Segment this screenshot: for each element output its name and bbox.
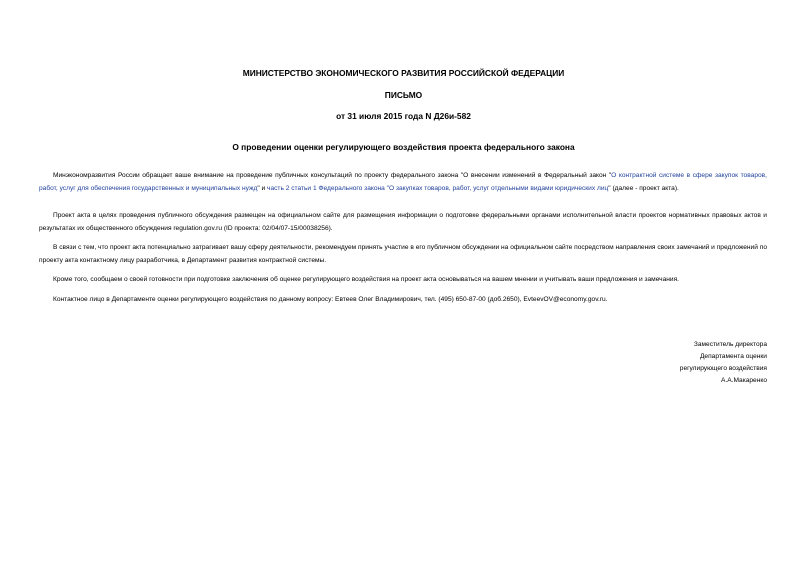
- paragraph-1-text-b: " и: [257, 184, 268, 192]
- paragraph-1: [39, 170, 767, 195]
- paragraph-5: Контактное лицо в Департаменте оценки регулирующего воздействия по данному вопросу: Евтеев Олег Владимирович, тел. (495) 650-87-00 (доб.2650), EvteevOV@economy.gov.ru.: [53, 296, 608, 303]
- law-link-procurement[interactable]: часть 2 статьи 1 Федерального закона "О закупках товаров, работ, услуг отдельными видами юридических лиц: [267, 184, 609, 192]
- paragraph-4: Кроме того, сообщаем о своей готовности при подготовке заключения об оценке регулирующего воздействия на проект акта основываться на вашем мнении и учитывать ваши предложения и замечания.: [53, 276, 679, 283]
- signature-position-line-2: Департамента оценки: [699, 353, 767, 360]
- signature-position-line-3: регулирующего воздействия: [679, 365, 767, 372]
- law-link-contract-system[interactable]: О контрактной системе в сфере закупок товаров, работ, услуг для обеспечения государственных и муниципальных нужд: [39, 172, 767, 192]
- document-date-number: от 31 июля 2015 года N Д26и-582: [336, 111, 471, 121]
- signature-block: [547, 339, 767, 387]
- paragraph-2: Проект акта в целях проведения публичного обсуждения размещен на официальном сайте для размещения информации о подготовке федеральными органами исполнительной власти проектов нормативных правовых актов и результатах их общественного обсуждения regulation.gov.ru (ID проекта: 02/04/07-15/00038256).: [39, 212, 767, 232]
- signature-position-line-1: Заместитель директора: [693, 341, 767, 348]
- paragraph-1-text-c: " (далее - проект акта).: [608, 184, 679, 192]
- document-type: ПИСЬМО: [384, 90, 423, 100]
- document-subject: О проведении оценки регулирующего воздействия проекта федерального закона: [232, 142, 575, 152]
- ministry-title: МИНИСТЕРСТВО ЭКОНОМИЧЕСКОГО РАЗВИТИЯ РОССИЙСКОЙ ФЕДЕРАЦИИ: [242, 68, 565, 78]
- paragraph-1-text-a: Минэкономразвития России обращает ваше внимание на проведение публичных консультаций по проекту федерального закона "О внесении изменений в Федеральный закон ": [53, 172, 612, 179]
- paragraph-3: В связи с тем, что проект акта потенциально затрагивает вашу сферу деятельности, рекомендуем принять участие в его публичном обсуждении на официальном сайте посредством направления своих замечаний и предложений по проекту акта контактному лицу разработчика, в Департамент развития контрактной системы.: [39, 244, 767, 264]
- signature-name: А.А.Макаренко: [721, 377, 767, 384]
